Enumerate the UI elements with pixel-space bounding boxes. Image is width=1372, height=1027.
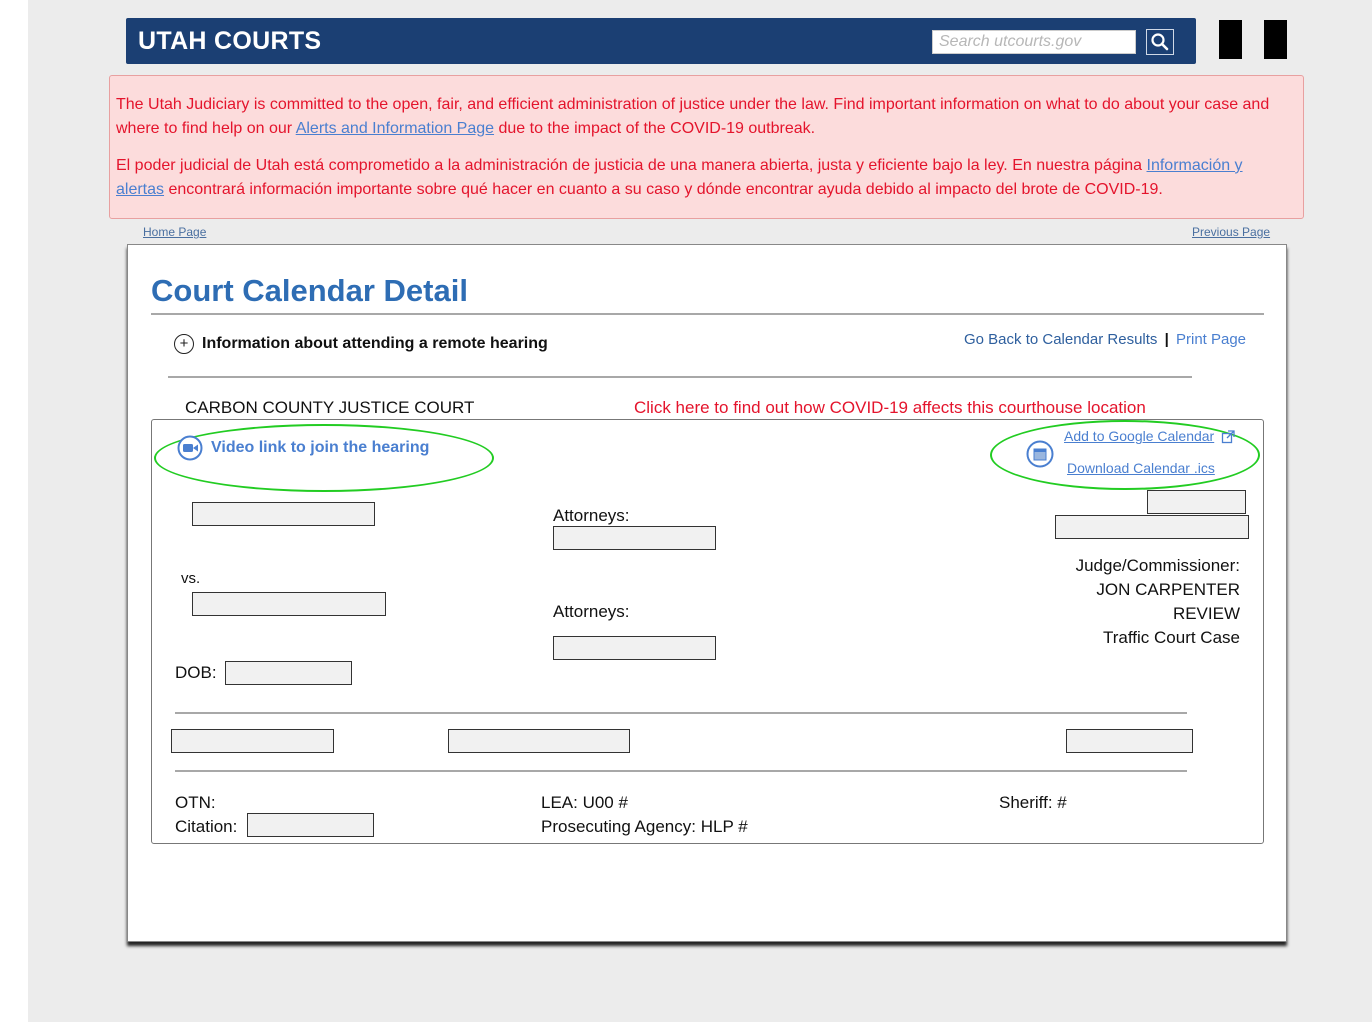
search-icon [1147, 30, 1173, 54]
hearing-field [171, 729, 334, 753]
page-actions [964, 331, 1246, 348]
case-info-block [1076, 554, 1240, 650]
case-number-field [1055, 515, 1249, 539]
add-google-calendar-link[interactable]: Add to Google Calendar [1064, 428, 1215, 444]
covid-alert-banner [109, 75, 1304, 219]
alert-text: encontrará información importante sobre qué hacer en cuanto a su caso y dónde encontrar ayuda debido al impacto del brote de COVID-19. [164, 181, 1163, 198]
site-header [126, 18, 1196, 64]
video-link-row[interactable] [177, 435, 429, 461]
informacion-alertas-link[interactable]: Información y alertas [116, 157, 1243, 198]
remote-hearing-toggle[interactable] [174, 334, 548, 354]
attorney-field [553, 636, 716, 660]
attorney-field [553, 526, 716, 550]
party-name-field [192, 592, 386, 616]
divider [151, 313, 1264, 315]
party-name-field [192, 502, 375, 526]
alert-english [116, 93, 1291, 141]
print-page-link[interactable]: Print Page [1175, 331, 1247, 348]
sheriff-label: Sheriff: # [999, 793, 1067, 812]
previous-page-link[interactable]: Previous Page [1192, 225, 1271, 239]
redaction-block [1219, 20, 1242, 59]
judge-name: JON CARPENTER [1096, 580, 1240, 599]
vs-label: vs. [181, 570, 201, 587]
dob-field [225, 661, 352, 685]
search-input[interactable] [932, 30, 1136, 54]
video-camera-icon [177, 435, 203, 461]
attorneys-label: Attorneys: [553, 506, 630, 525]
alert-spanish [116, 154, 1291, 202]
video-link: Video link to join the hearing [211, 439, 430, 456]
calendar-detail-card [127, 244, 1287, 942]
dob-label: DOB: [175, 663, 217, 682]
external-link-icon[interactable] [1221, 430, 1235, 444]
divider [175, 712, 1187, 714]
separator: | [1164, 331, 1169, 348]
redaction-block [1264, 20, 1287, 59]
back-to-results-link[interactable]: Go Back to Calendar Results [964, 331, 1158, 348]
download-calendar-ics-link[interactable]: Download Calendar .ics [1067, 460, 1215, 476]
citation-label: Citation: [175, 817, 238, 836]
hearing-type: REVIEW [1172, 604, 1240, 623]
home-page-link[interactable]: Home Page [143, 225, 207, 239]
alert-text: The Utah Judiciary is committed to the open, fair, and efficient administration of justice under the law. Find important information on what to do about your case and where to find help on our [116, 96, 1270, 137]
alert-text: due to the impact of the COVID-19 outbreak. [494, 120, 816, 137]
case-number-field [1147, 490, 1246, 514]
remote-hearing-label: Information about attending a remote hearing [202, 335, 548, 352]
site-logo[interactable]: UTAH COURTS [138, 27, 322, 55]
search-button[interactable] [1146, 29, 1174, 55]
case-details-box [151, 419, 1264, 844]
judge-label: Judge/Commissioner: [1075, 556, 1240, 575]
citation-field [247, 813, 374, 837]
expand-plus-icon: + [174, 334, 194, 354]
divider [175, 770, 1187, 772]
lea-label: LEA: U00 # [541, 793, 628, 812]
court-name: CARBON COUNTY JUSTICE COURT [185, 398, 475, 417]
prosecuting-agency-label: Prosecuting Agency: HLP # [541, 817, 748, 836]
hearing-field [448, 729, 630, 753]
alerts-info-link[interactable]: Alerts and Information Page [295, 120, 495, 137]
calendar-icon [1026, 440, 1054, 468]
case-type: Traffic Court Case [1103, 628, 1240, 647]
divider [168, 376, 1192, 378]
alert-text: El poder judicial de Utah está comprometido a la administración de justicia de una manera abierta, justa y eficiente bajo la ley. En nuestra página [116, 157, 1147, 174]
covid-courthouse-link[interactable]: Click here to find out how COVID-19 affects this courthouse location [634, 398, 1146, 417]
hearing-field [1066, 729, 1193, 753]
page-title: Court Calendar Detail [151, 273, 468, 308]
attorneys-label: Attorneys: [553, 602, 630, 621]
otn-label: OTN: [175, 793, 216, 812]
